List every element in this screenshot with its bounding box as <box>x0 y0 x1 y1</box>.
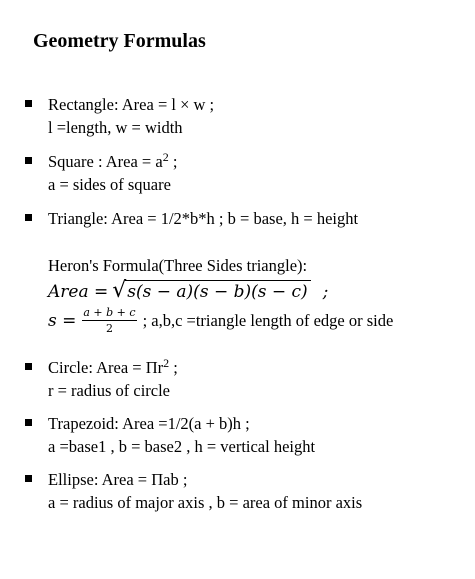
square-exponent: 2 <box>162 150 169 164</box>
heron-s-formula <box>48 306 393 335</box>
semi-perimeter-fraction <box>82 306 136 335</box>
heron-area-end: ; <box>322 281 329 302</box>
square-root <box>112 280 310 303</box>
heron-radicand: s(s − a)(s − b)(s − c) <box>125 280 310 303</box>
fraction-denominator: 2 <box>105 322 113 335</box>
heron-title: Heron's Formula(Three Sides triangle): <box>48 256 308 275</box>
rectangle-formula <box>48 93 214 139</box>
ellipse-formula <box>48 468 362 514</box>
circle-line1-text: Circle: Area = Πr <box>48 358 164 377</box>
heron-s-lhs: s = <box>48 310 77 331</box>
circle-exponent: 2 <box>163 356 170 370</box>
trapezoid-formula <box>48 412 315 458</box>
circle-line1-end: ; <box>169 358 178 377</box>
bullet-icon <box>25 100 32 107</box>
circle-line2: r = radius of circle <box>48 381 171 400</box>
rectangle-line2: l =length, w = width <box>48 118 183 137</box>
square-line2: a = sides of square <box>48 175 171 194</box>
triangle-formula <box>48 207 358 230</box>
radical-sign-icon: √ <box>112 278 127 303</box>
circle-formula <box>48 356 178 402</box>
ellipse-line1: Ellipse: Area = Πab ; <box>48 470 188 489</box>
bullet-icon <box>25 157 32 164</box>
heron-area-lhs: Area = <box>48 281 109 302</box>
triangle-line1: Triangle: Area = 1/2*b*h ; b = base, h = height <box>48 209 359 228</box>
square-line1-text: Square : Area = a <box>48 152 163 171</box>
heron-area-formula <box>48 280 328 303</box>
rectangle-line1: Rectangle: Area = l × w ; <box>48 95 215 114</box>
bullet-icon <box>25 363 32 370</box>
square-formula <box>48 150 177 196</box>
trapezoid-line2: a =base1 , b = base2 , h = vertical height <box>48 437 316 456</box>
circle-line1 <box>48 356 178 379</box>
bullet-icon <box>25 214 32 221</box>
square-line1 <box>48 150 177 173</box>
fraction-numerator: a + b + c <box>83 306 136 319</box>
heron-s-description: ; a,b,c =triangle length of edge or side <box>142 310 394 330</box>
bullet-icon <box>25 419 32 426</box>
square-line1-end: ; <box>168 152 178 171</box>
page-title: Geometry Formulas <box>33 30 206 52</box>
ellipse-line2: a = radius of major axis , b = area of minor axis <box>48 493 363 512</box>
trapezoid-line1: Trapezoid: Area =1/2(a + b)h ; <box>48 414 250 433</box>
bullet-icon <box>25 475 32 482</box>
